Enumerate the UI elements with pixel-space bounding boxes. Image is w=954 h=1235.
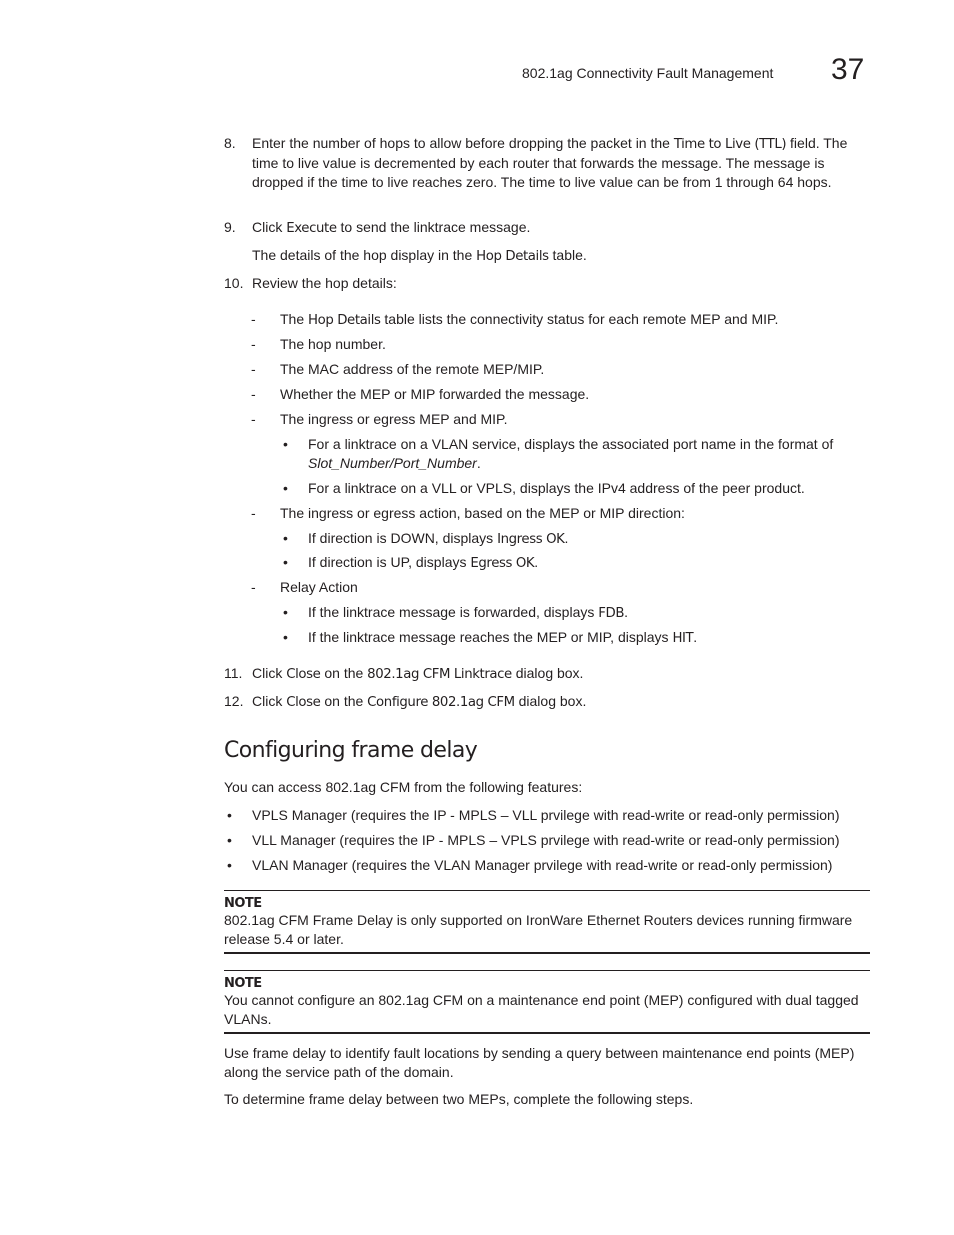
bullet-marker: • — [227, 832, 232, 848]
step-number: 9. — [224, 219, 236, 235]
note-label: NOTE — [224, 896, 262, 911]
list-item: The hop number. — [280, 336, 386, 352]
note-top-rule — [224, 890, 870, 891]
dash-marker: - — [251, 311, 256, 327]
list-item: Whether the MEP or MIP forwarded the message. — [280, 386, 590, 402]
ui-label: FDB — [598, 606, 625, 621]
ui-label: Execute — [286, 221, 337, 236]
step-number: 11. — [224, 665, 243, 681]
ui-label: Egress OK — [470, 556, 535, 571]
note-label: NOTE — [224, 976, 262, 991]
bullet-marker: • — [283, 629, 288, 645]
ui-label: HIT — [672, 631, 694, 646]
bullet-marker: • — [283, 554, 288, 570]
bullet-marker: • — [283, 604, 288, 620]
ui-label: Ingress OK — [497, 532, 565, 547]
note-bottom-rule — [224, 1032, 870, 1034]
dash-marker: - — [251, 411, 256, 427]
step-11-text: Click Close on the 802.1ag CFM Linktrace dialog box. — [252, 665, 584, 682]
dash-marker: - — [251, 336, 256, 352]
dash-marker: - — [251, 386, 256, 402]
dash-marker: - — [251, 579, 256, 595]
chapter-number: 37 — [831, 53, 865, 86]
step-number: 12. — [224, 693, 244, 709]
step-number: 8. — [224, 135, 236, 151]
note-top-rule — [224, 970, 870, 971]
sub-list-item: For a linktrace on a VLAN service, displays the associated port name in the format of Slot_Number/Port_Number. — [308, 436, 834, 471]
list-item: The ingress or egress action, based on the MEP or MIP direction: — [280, 505, 685, 521]
ui-label: 802.1ag CFM Linktrace — [367, 667, 512, 682]
section-heading: Configuring frame delay — [224, 738, 478, 763]
step-8-text: Enter the number of hops to allow before dropping the packet in the Time to Live (TTL) field. The time to live value is decremented by each router that forwards the message. The message is dropped if the time to live reaches zero. The time to live value can be from 1 through 64 hops. — [252, 135, 848, 190]
sub-list-item: If the linktrace message is forwarded, displays FDB. — [308, 604, 628, 621]
bullet-marker: • — [227, 857, 232, 873]
list-item: The Hop Details table lists the connectivity status for each remote MEP and MIP. — [280, 311, 779, 328]
list-item: Relay Action — [280, 579, 358, 595]
bullet-marker: • — [283, 480, 288, 496]
sub-list-item: If direction is DOWN, displays Ingress OK. — [308, 530, 569, 547]
sub-list-item: If the linktrace message reaches the MEP or MIP, displays HIT. — [308, 629, 698, 646]
step-10-text: Review the hop details: — [252, 275, 397, 291]
feature-item: VLL Manager (requires the IP - MPLS – VPLS prvilege with read-write or read-only permission) — [252, 832, 840, 848]
step-9-detail: The details of the hop display in the Hop Details table. — [252, 247, 587, 264]
step-9-text: Click Execute to send the linktrace message. — [252, 219, 531, 236]
list-item: The MAC address of the remote MEP/MIP. — [280, 361, 545, 377]
sub-list-item: For a linktrace on a VLL or VPLS, displays the IPv4 address of the peer product. — [308, 480, 805, 496]
dash-marker: - — [251, 361, 256, 377]
feature-item: VPLS Manager (requires the IP - MPLS – VLL prvilege with read-write or read-only permission) — [252, 807, 840, 823]
ui-label: Close — [286, 667, 321, 682]
ui-label: Close — [286, 695, 321, 710]
intro-paragraph: You can access 802.1ag CFM from the following features: — [224, 779, 583, 795]
feature-item: VLAN Manager (requires the VLAN Manager prvilege with read-write or read-only permission) — [252, 857, 833, 873]
ui-label: Hop Details — [308, 313, 381, 328]
bullet-marker: • — [227, 807, 232, 823]
note-text: 802.1ag CFM Frame Delay is only supported on IronWare Ethernet Routers devices running firmware release 5.4 or later. — [224, 912, 853, 947]
running-header-title: 802.1ag Connectivity Fault Management — [522, 65, 774, 81]
ui-label: Time to Live (TTL) — [673, 137, 787, 152]
bullet-marker: • — [283, 530, 288, 546]
bullet-marker: • — [283, 436, 288, 452]
body-paragraph: To determine frame delay between two MEPs, complete the following steps. — [224, 1091, 694, 1107]
dash-marker: - — [251, 505, 256, 521]
body-paragraph: Use frame delay to identify fault locations by sending a query between maintenance end points (MEP) along the service path of the domain. — [224, 1045, 855, 1080]
note-bottom-rule — [224, 952, 870, 954]
step-12-text: Click Close on the Configure 802.1ag CFM dialog box. — [252, 693, 587, 710]
ui-label: Configure 802.1ag CFM — [367, 695, 515, 710]
list-item: The ingress or egress MEP and MIP. — [280, 411, 508, 427]
sub-list-item: If direction is UP, displays Egress OK. — [308, 554, 539, 571]
ui-label: Hop Details — [476, 249, 549, 264]
note-text: You cannot configure an 802.1ag CFM on a maintenance end point (MEP) configured with dual tagged VLANs. — [224, 992, 859, 1027]
step-number: 10. — [224, 275, 244, 291]
